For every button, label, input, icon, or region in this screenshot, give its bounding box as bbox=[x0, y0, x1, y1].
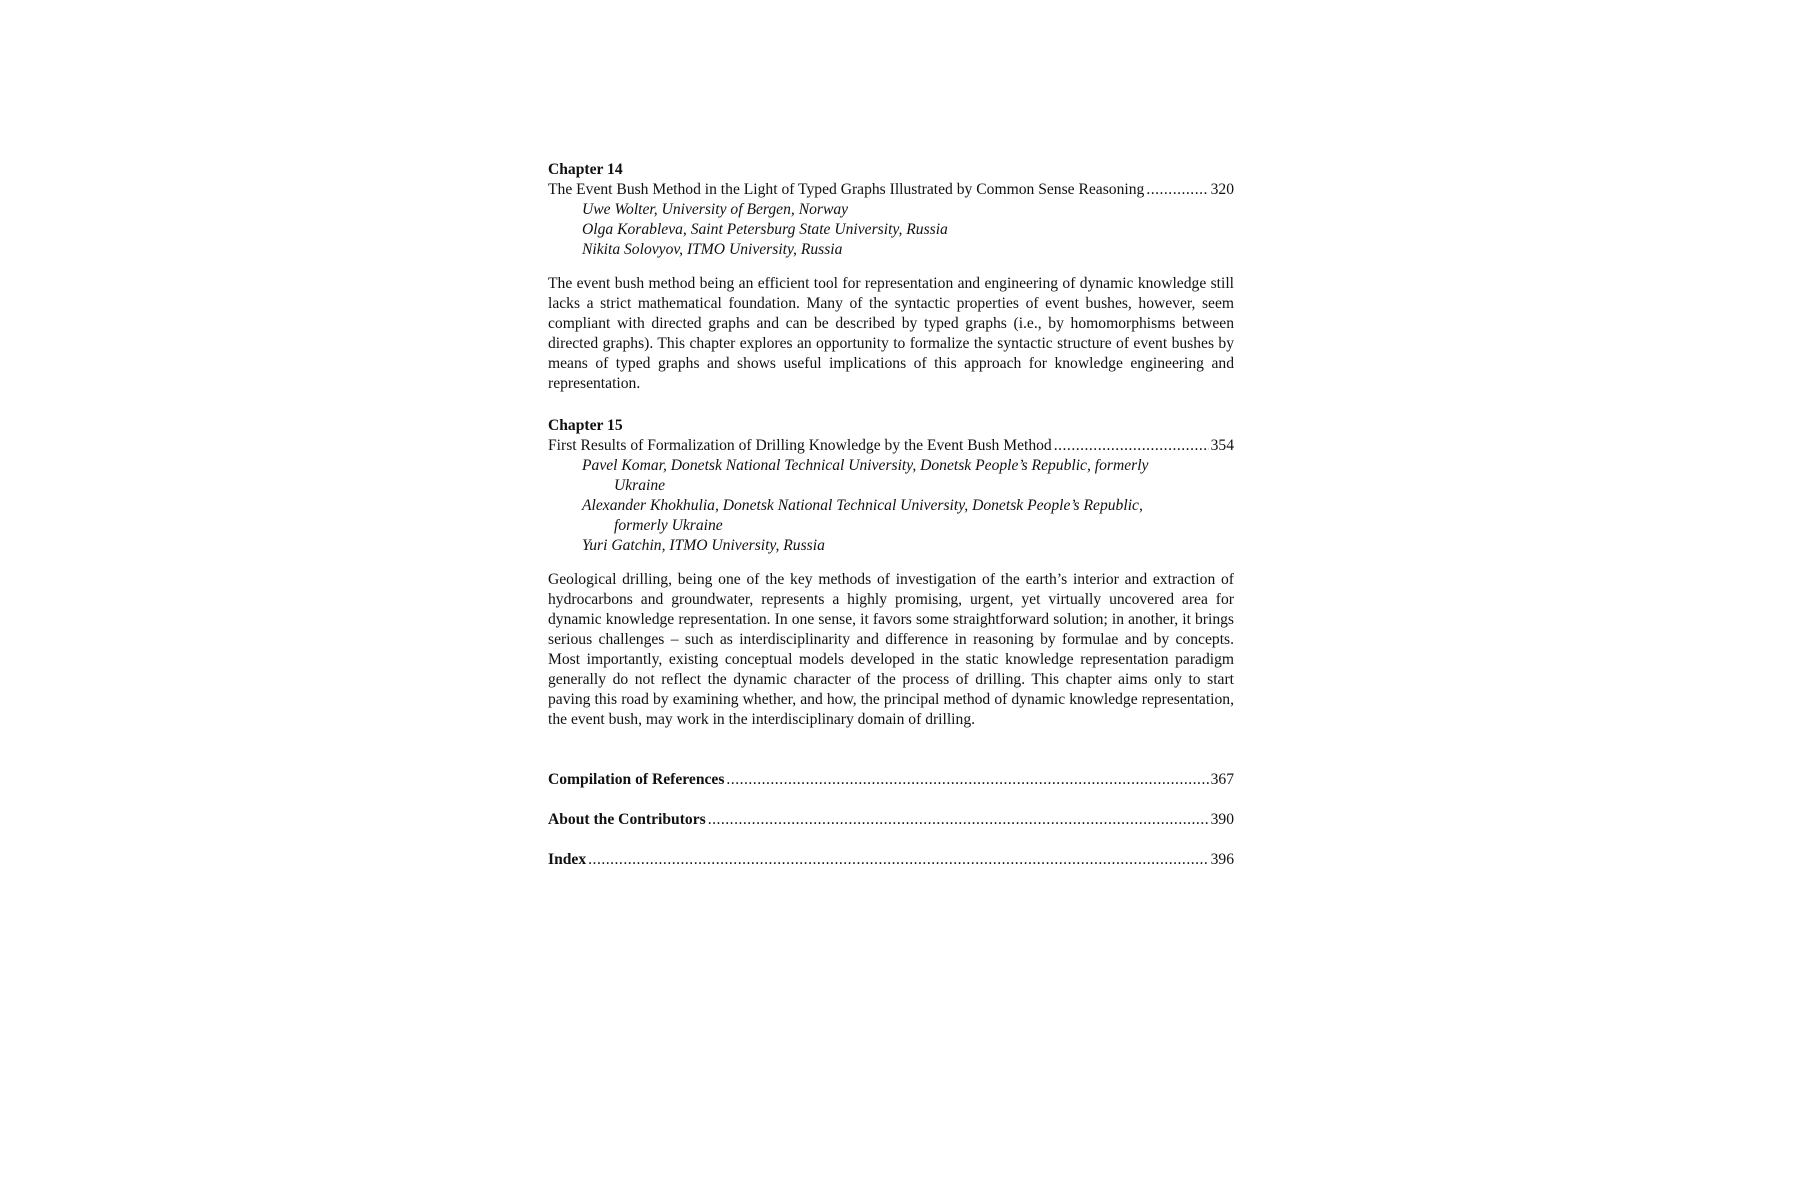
page-number: 320 bbox=[1210, 181, 1234, 198]
author: Olga Korableva, Saint Petersburg State University, Russia bbox=[582, 221, 948, 238]
chapter-15-entry bbox=[548, 416, 1234, 730]
chapter-title-line[interactable] bbox=[548, 436, 1234, 456]
toc-entry-title[interactable]: Index bbox=[548, 851, 587, 868]
author: Uwe Wolter, University of Bergen, Norway bbox=[582, 201, 849, 218]
dot-leader bbox=[726, 770, 1208, 790]
dot-leader bbox=[588, 850, 1208, 870]
author: Alexander Khokhulia, Donetsk National Technical University, Donetsk People’s Republic, formerly Ukraine bbox=[582, 497, 1143, 534]
author-list bbox=[548, 456, 1234, 556]
toc-entry-title[interactable]: Compilation of References bbox=[548, 771, 725, 788]
author: Nikita Solovyov, ITMO University, Russia bbox=[582, 241, 843, 258]
chapter-title-line[interactable] bbox=[548, 180, 1234, 200]
dot-leader bbox=[708, 810, 1209, 830]
chapter-abstract: Geological drilling, being one of the key methods of investigation of the earth’s interior and extraction of hydrocarbons and groundwater, represents a highly promising, urgent, yet virtually uncovered area for dynamic knowledge representation. In one sense, it favors some straightforward solution; in another, it brings serious challenges – such as interdisciplinarity and difference in reasoning by formulae and by concepts. Most importantly, existing conceptual models developed in the static knowledge representation paradigm generally do not reflect the dynamic character of the process of drilling. This chapter aims only to start paving this road by examining whether, and how, the principal method of dynamic knowledge representation, the event bush, may work in the interdisciplinary domain of drilling. bbox=[548, 571, 1234, 728]
chapter-title[interactable]: The Event Bush Method in the Light of Typed Graphs Illustrated by Common Sense Reasoning bbox=[548, 181, 1145, 198]
dot-leader bbox=[1146, 180, 1208, 200]
page-number: 396 bbox=[1210, 851, 1234, 868]
toc-entry-title[interactable]: About the Contributors bbox=[548, 811, 706, 828]
chapter-title[interactable]: First Results of Formalization of Drilling Knowledge by the Event Bush Method bbox=[548, 437, 1052, 454]
author-list bbox=[548, 200, 1234, 260]
page-number: 354 bbox=[1210, 437, 1234, 454]
chapter-abstract: The event bush method being an efficient tool for representation and engineering of dynamic knowledge still lacks a strict mathematical foundation. Many of the syntactic properties of event bushes, however, seem compliant with directed graphs and can be described by typed graphs (i.e., by homomorphisms between directed graphs). This chapter explores an opportunity to formalize the syntactic structure of event bushes by means of typed graphs and shows useful implications of this approach for knowledge engineering and representation. bbox=[548, 275, 1234, 392]
page-number: 367 bbox=[1210, 771, 1234, 788]
page-number: 390 bbox=[1210, 811, 1234, 828]
backmatter-list bbox=[548, 770, 1234, 870]
toc-entry-references[interactable] bbox=[548, 770, 1234, 790]
chapter-heading: Chapter 14 bbox=[548, 161, 623, 178]
chapter-heading: Chapter 15 bbox=[548, 417, 623, 434]
chapter-14-entry bbox=[548, 160, 1234, 394]
toc-entry-contributors[interactable] bbox=[548, 810, 1234, 830]
toc-entry-index[interactable] bbox=[548, 850, 1234, 870]
toc-page bbox=[548, 160, 1234, 890]
author: Pavel Komar, Donetsk National Technical University, Donetsk People’s Republic, formerly Ukraine bbox=[582, 457, 1149, 494]
dot-leader bbox=[1054, 436, 1209, 456]
author: Yuri Gatchin, ITMO University, Russia bbox=[582, 537, 825, 554]
